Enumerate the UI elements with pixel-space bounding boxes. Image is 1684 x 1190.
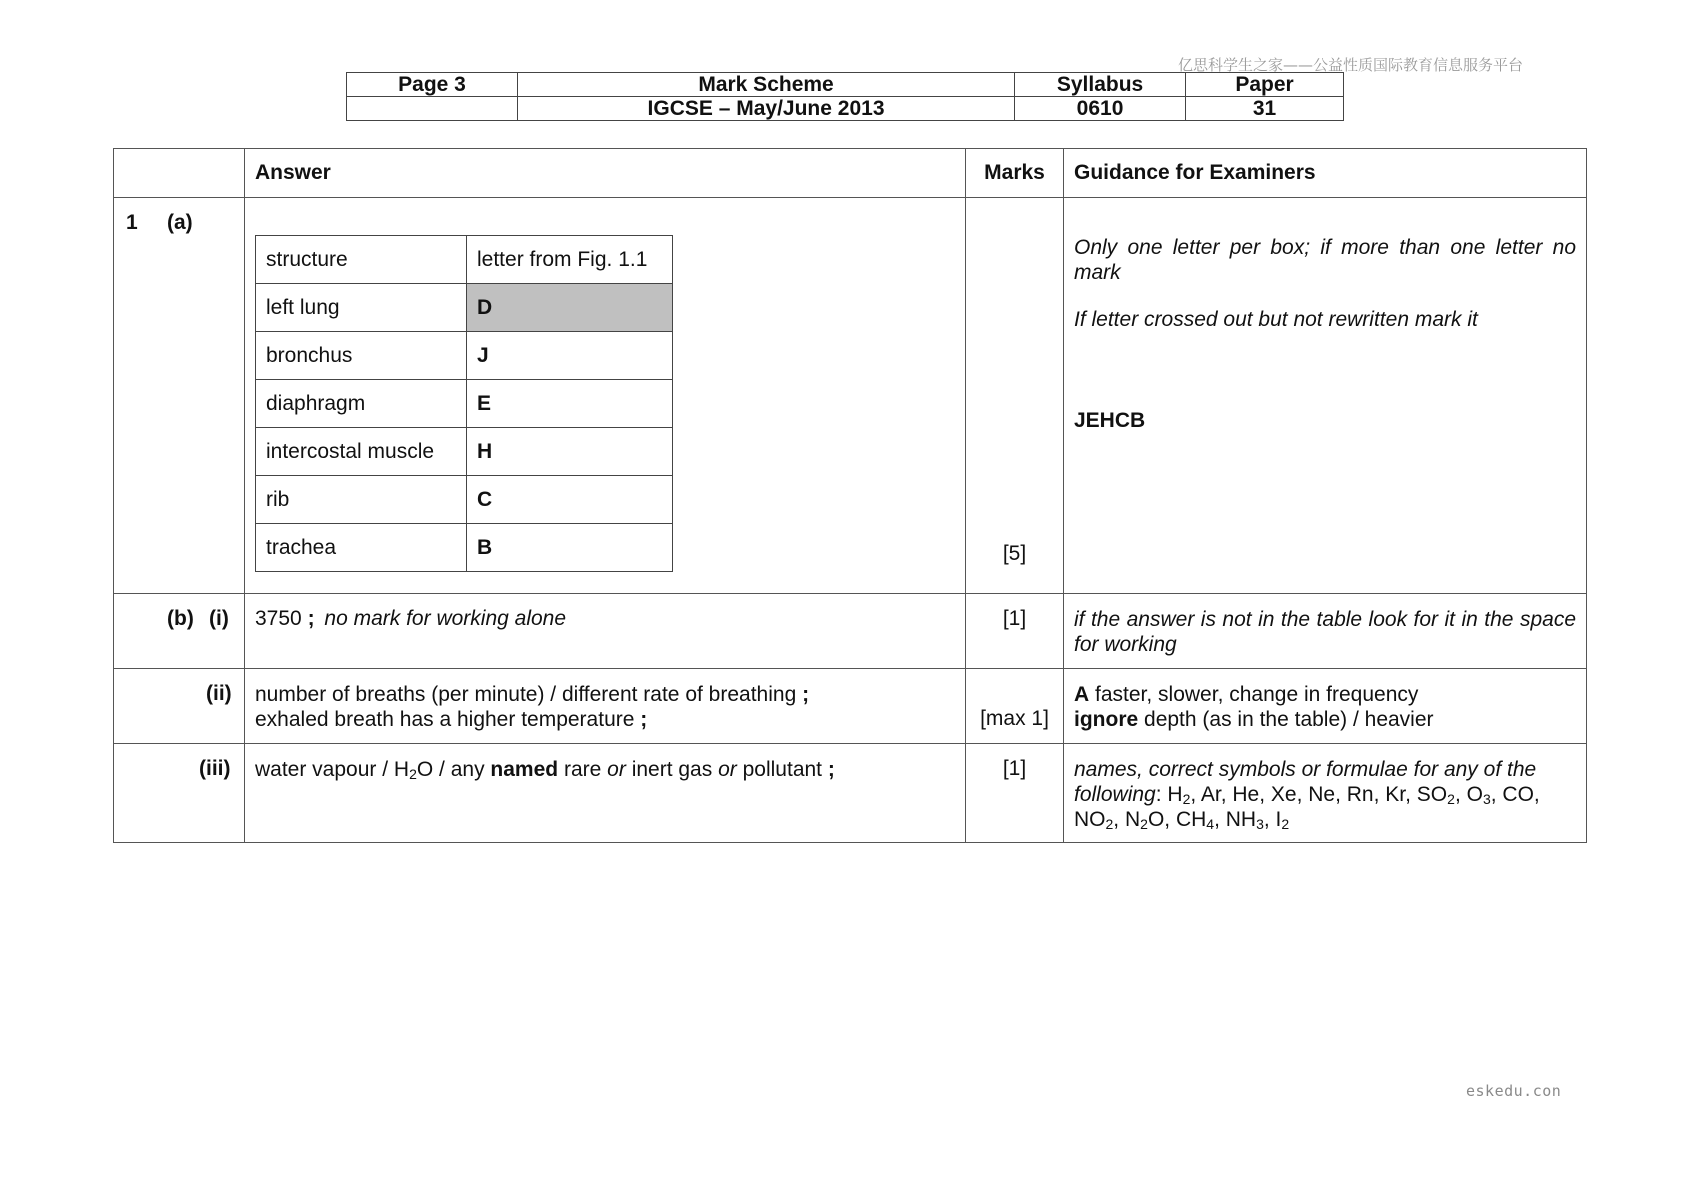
q1biii-guidance bbox=[1064, 744, 1587, 843]
paper-value: 31 bbox=[1186, 97, 1344, 121]
structure-letter: B bbox=[467, 524, 673, 572]
guidance-header: Guidance for Examiners bbox=[1064, 149, 1587, 198]
table-row bbox=[256, 428, 673, 476]
table-header-row bbox=[256, 236, 673, 284]
marks-value: [1] bbox=[1002, 757, 1027, 780]
marks-header: Marks bbox=[966, 149, 1064, 198]
q1biii-label bbox=[114, 744, 245, 843]
structure-name: intercostal muscle bbox=[256, 428, 467, 476]
q1bii-guidance bbox=[1064, 669, 1587, 744]
marks-value: [max 1] bbox=[980, 707, 1049, 730]
accept-text: faster, slower, change in frequency bbox=[1095, 683, 1419, 706]
ignore-keyword: ignore bbox=[1074, 708, 1139, 731]
marks-value: [1] bbox=[1002, 607, 1027, 630]
q1bii-row bbox=[114, 669, 1587, 744]
q1bi-label bbox=[114, 594, 245, 669]
guidance-formulas-2: $NO_2$, $N_2O$, $CH_4$, $NH_3$, $I_2$ bbox=[1074, 808, 1290, 832]
question-number: 1 bbox=[126, 211, 138, 234]
syllabus-label: Syllabus bbox=[1015, 73, 1186, 97]
exam-title: IGCSE – May/June 2013 bbox=[518, 97, 1015, 121]
table-row bbox=[256, 332, 673, 380]
structure-letter: E bbox=[467, 380, 673, 428]
column-header-row bbox=[114, 149, 1587, 198]
q1a-label bbox=[114, 198, 245, 594]
letter-header: letter from Fig. 1.1 bbox=[467, 236, 673, 284]
q1a-guidance bbox=[1064, 198, 1587, 594]
semicolon: ; bbox=[802, 683, 810, 706]
guidance-crossed-out: If letter crossed out but not rewritten mark it bbox=[1074, 308, 1478, 331]
guidance-one-letter: Only one letter per box; if more than one letter no mark bbox=[1074, 236, 1576, 284]
watermark-top: 亿思科学生之家——公益性质国际教育信息服务平台 bbox=[1178, 56, 1524, 74]
marks-value: [5] bbox=[1002, 542, 1027, 565]
answer-line-2: exhaled breath has a higher temperature bbox=[255, 708, 635, 731]
q1a-row bbox=[114, 198, 1587, 594]
structure-name: rib bbox=[256, 476, 467, 524]
q1biii-row bbox=[114, 744, 1587, 843]
q1biii-answer bbox=[245, 744, 966, 843]
page-blank bbox=[347, 97, 518, 121]
mark-scheme-label: Mark Scheme bbox=[518, 73, 1015, 97]
answer-header: Answer bbox=[245, 149, 966, 198]
q1bi-marks bbox=[966, 594, 1064, 669]
page-number: Page 3 bbox=[347, 73, 518, 97]
structure-letter: D bbox=[467, 284, 673, 332]
structure-letter-table bbox=[255, 235, 673, 572]
syllabus-value: 0610 bbox=[1015, 97, 1186, 121]
structure-letter: J bbox=[467, 332, 673, 380]
q1bii-marks bbox=[966, 669, 1064, 744]
guidance-sequence: JEHCB bbox=[1074, 409, 1146, 432]
answer-text: water vapour / $H_2O$ / any named rare or inert gas or pollutant ; bbox=[255, 758, 835, 782]
structure-name: diaphragm bbox=[256, 380, 467, 428]
q1biii-marks bbox=[966, 744, 1064, 843]
table-row bbox=[256, 476, 673, 524]
semicolon: ; bbox=[640, 708, 648, 731]
table-row bbox=[256, 284, 673, 332]
answer-line-1: number of breaths (per minute) / different rate of breathing bbox=[255, 683, 797, 706]
table-row bbox=[256, 524, 673, 572]
guidance-formulas-1: following: $H_2$, Ar, He, Xe, Ne, Rn, Kr, $SO_2$, $O_3$, CO, bbox=[1074, 783, 1540, 807]
answer-note: no mark for working alone bbox=[324, 607, 567, 630]
header-table bbox=[346, 72, 1344, 121]
structure-letter: H bbox=[467, 428, 673, 476]
accept-keyword: A bbox=[1074, 683, 1090, 706]
guidance-text: if the answer is not in the table look for it in the space for working bbox=[1074, 608, 1576, 656]
q1a-answer bbox=[245, 198, 966, 594]
structure-name: trachea bbox=[256, 524, 467, 572]
watermark-bottom: eskedu.con bbox=[1466, 1082, 1562, 1100]
structure-name: left lung bbox=[256, 284, 467, 332]
answer-value: 3750 bbox=[255, 607, 302, 630]
guidance-intro: names, correct symbols or formulae for any of the bbox=[1074, 758, 1537, 781]
table-row bbox=[256, 380, 673, 428]
ignore-text: depth (as in the table) / heavier bbox=[1144, 708, 1434, 731]
structure-header: structure bbox=[256, 236, 467, 284]
q1bi-answer bbox=[245, 594, 966, 669]
part-label: (b) bbox=[167, 607, 194, 630]
mark-scheme-table bbox=[113, 148, 1587, 843]
structure-letter: C bbox=[467, 476, 673, 524]
q1bi-row bbox=[114, 594, 1587, 669]
subpart-label: (iii) bbox=[199, 757, 231, 780]
paper-label: Paper bbox=[1186, 73, 1344, 97]
subpart-label: (ii) bbox=[206, 682, 232, 705]
answer-separator: ; bbox=[307, 607, 315, 630]
question-header bbox=[114, 149, 245, 198]
q1bi-guidance bbox=[1064, 594, 1587, 669]
q1bii-answer bbox=[245, 669, 966, 744]
q1a-marks bbox=[966, 198, 1064, 594]
part-label: (a) bbox=[167, 211, 193, 234]
structure-name: bronchus bbox=[256, 332, 467, 380]
q1bii-label bbox=[114, 669, 245, 744]
subpart-label: (i) bbox=[209, 607, 229, 630]
